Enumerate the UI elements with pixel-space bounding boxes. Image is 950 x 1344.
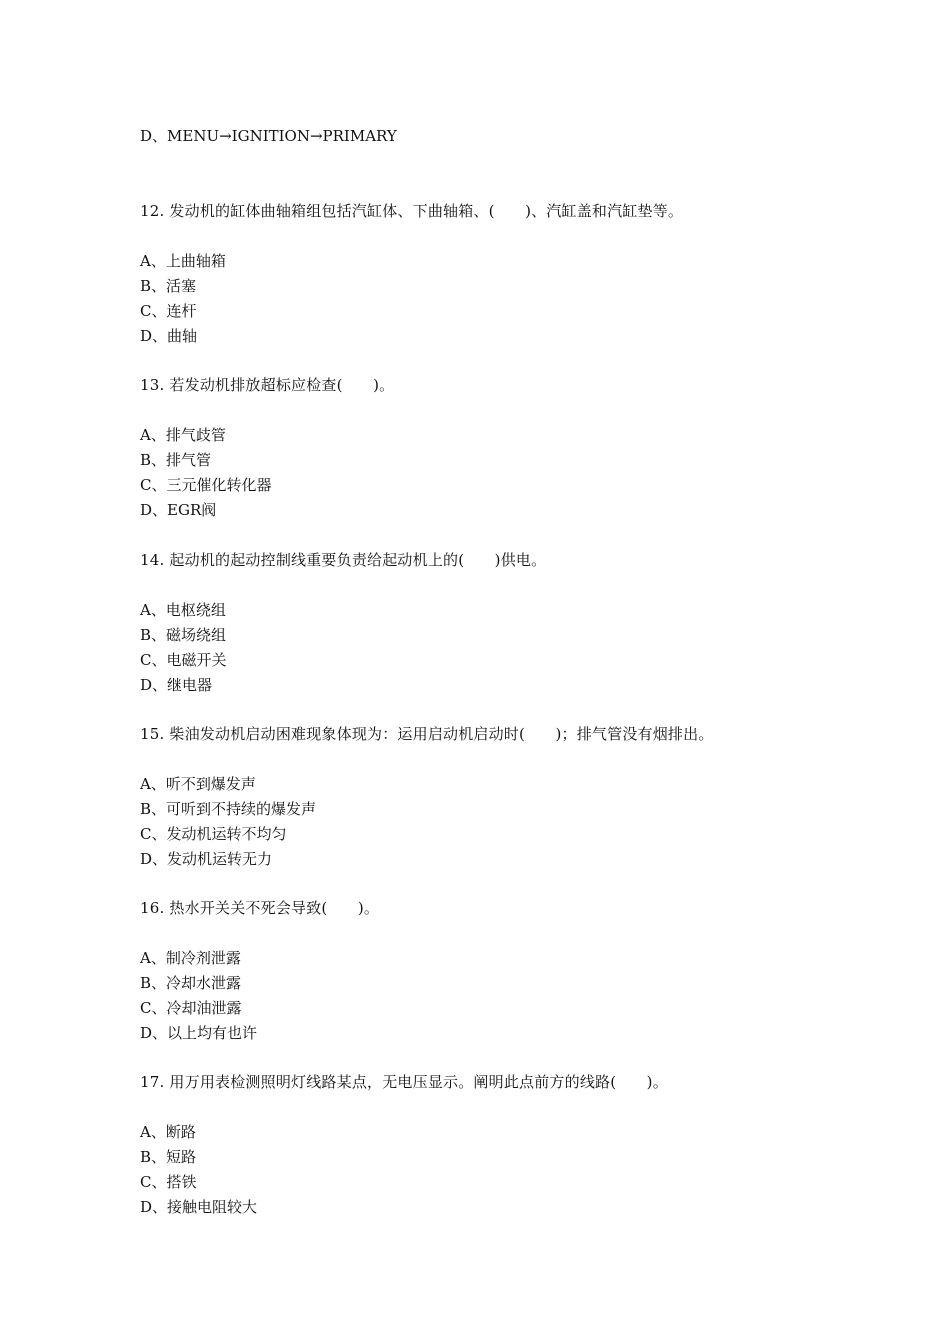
question-16-stem: 16. 热水开关关不死会导致( )。	[140, 899, 380, 917]
question-16-option-d: D、以上均有也许	[140, 1024, 258, 1042]
question-15-option-d: D、发动机运转无力	[140, 850, 273, 868]
previous-question-option-d: D、MENU→IGNITION→PRIMARY	[140, 127, 397, 145]
question-14-option-d: D、继电器	[140, 676, 213, 694]
question-14-stem: 14. 起动机的起动控制线重要负责给起动机上的( )供电。	[140, 551, 547, 569]
question-17-option-c: C、搭铁	[140, 1173, 197, 1191]
question-12-stem: 12. 发动机的缸体曲轴箱组包括汽缸体、下曲轴箱、( )、汽缸盖和汽缸垫等。	[140, 202, 684, 220]
question-15-stem: 15. 柴油发动机启动困难现象体现为：运用启动机启动时( )；排气管没有烟排出。	[140, 725, 714, 743]
question-17-option-d: D、接触电阻较大	[140, 1198, 258, 1216]
question-17-stem: 17. 用万用表检测照明灯线路某点，无电压显示。阐明此点前方的线路( )。	[140, 1073, 668, 1091]
question-15-option-c: C、发动机运转不均匀	[140, 825, 287, 843]
question-13-option-d: D、EGR阀	[140, 501, 217, 519]
question-12-option-b: B、活塞	[140, 277, 197, 295]
question-13-option-a: A、排气歧管	[140, 426, 226, 444]
question-13-option-c: C、三元催化转化器	[140, 476, 272, 494]
question-17-option-b: B、短路	[140, 1148, 197, 1166]
question-16-option-c: C、冷却油泄露	[140, 999, 242, 1017]
question-12-option-c: C、连杆	[140, 302, 197, 320]
question-17-option-a: A、断路	[140, 1123, 196, 1141]
question-15-option-b: B、可听到不持续的爆发声	[140, 800, 317, 818]
question-13-stem: 13. 若发动机排放超标应检查( )。	[140, 376, 395, 394]
question-13-option-b: B、排气管	[140, 451, 212, 469]
question-12-option-d: D、曲轴	[140, 327, 198, 345]
question-14-option-a: A、电枢绕组	[140, 601, 226, 619]
question-12-option-a: A、上曲轴箱	[140, 252, 226, 270]
question-16-option-b: B、冷却水泄露	[140, 974, 242, 992]
question-14-option-b: B、磁场绕组	[140, 626, 227, 644]
question-16-option-a: A、制冷剂泄露	[140, 949, 241, 967]
question-15-option-a: A、听不到爆发声	[140, 775, 256, 793]
question-14-option-c: C、电磁开关	[140, 651, 227, 669]
